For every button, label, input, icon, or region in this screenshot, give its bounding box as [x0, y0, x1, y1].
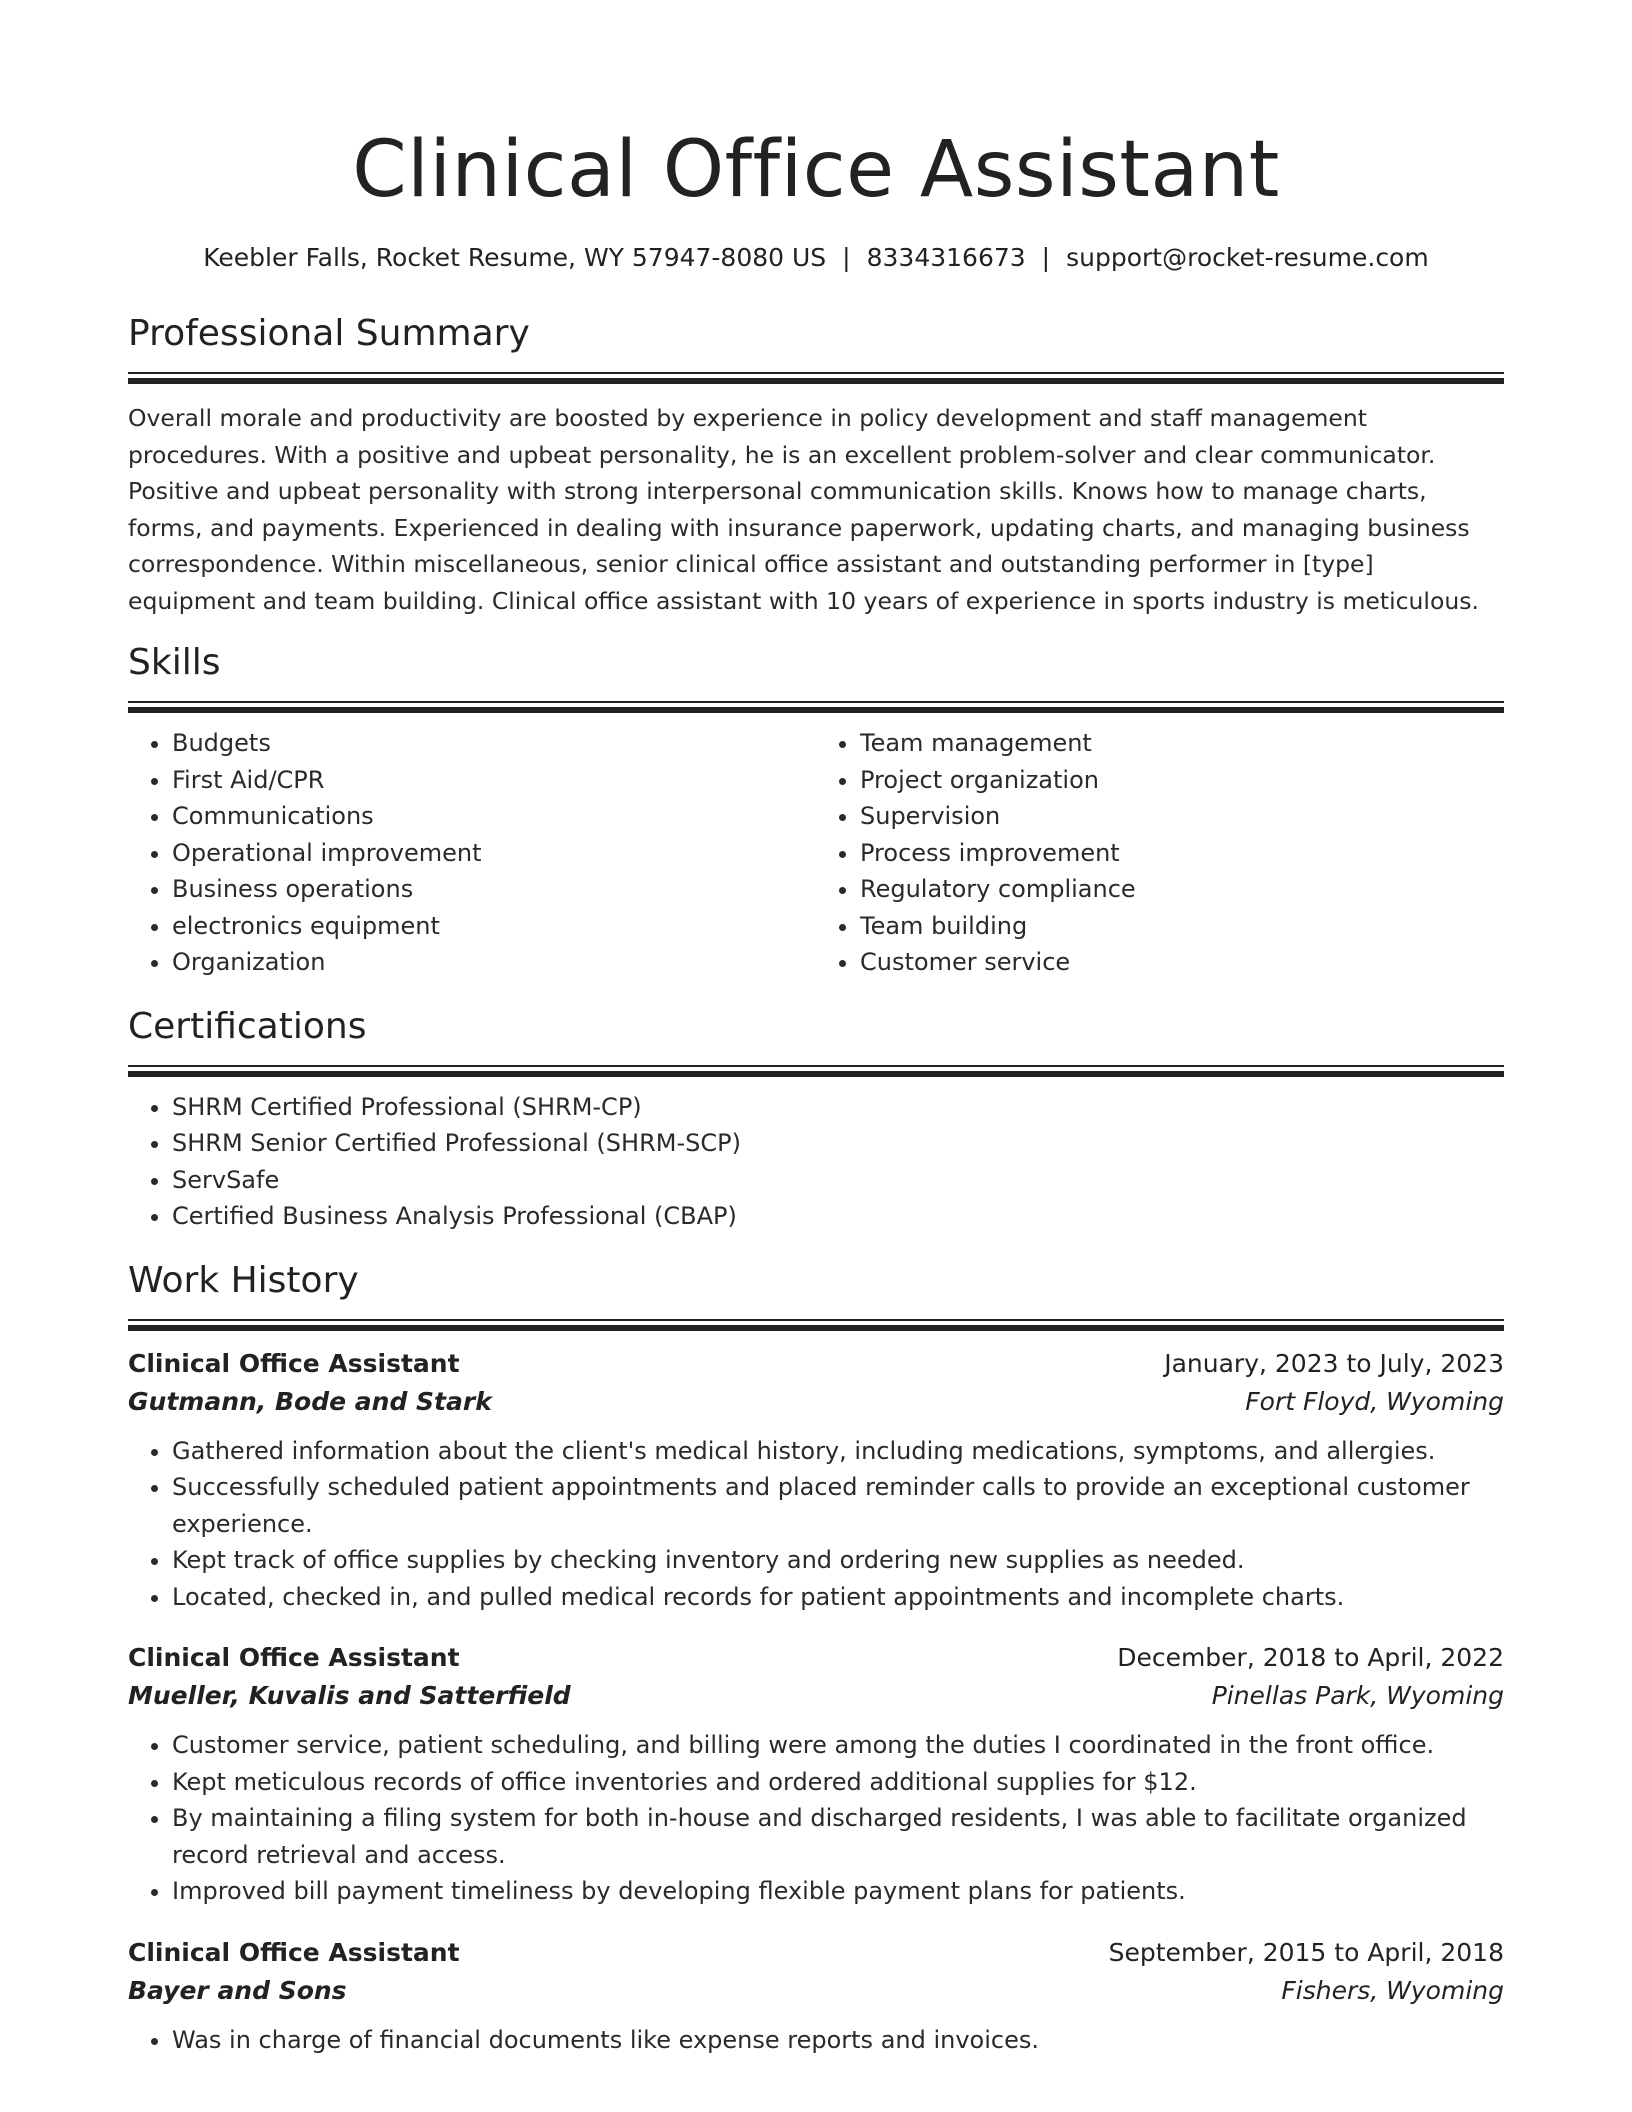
skill-item: • Supervision	[860, 798, 1504, 835]
job-header	[128, 1934, 1504, 1972]
job-title: Clinical Office Assistant	[128, 1348, 460, 1378]
job-bullet: • Customer service, patient scheduling, and billing were among the duties I coordinated in the front office.	[172, 1727, 1504, 1764]
certifications-list	[128, 1089, 1504, 1235]
skill-item: • Organization	[172, 944, 816, 981]
job-dates: September, 2015 to April, 2018	[1108, 1937, 1504, 1967]
job-subheader	[128, 1383, 1504, 1421]
skill-item: • Process improvement	[860, 835, 1504, 872]
email: support@rocket-resume.com	[1066, 243, 1429, 272]
skill-item: • Business operations	[172, 871, 816, 908]
job-bullets	[128, 2022, 1504, 2059]
skills-section	[128, 639, 1504, 981]
skills-list-right	[816, 725, 1504, 981]
job-header	[128, 1639, 1504, 1677]
certifications-section	[128, 1003, 1504, 1235]
resume-page	[128, 0, 1504, 2058]
job-subheader	[128, 1677, 1504, 1715]
skill-item: • Operational improvement	[172, 835, 816, 872]
job-bullet: • Was in charge of financial documents like expense reports and invoices.	[172, 2022, 1504, 2059]
summary-text: Overall morale and productivity are boosted by experience in policy development and staff management procedures. With a positive and upbeat personality, he is an excellent problem-solver and clear communicator. Positive and upbeat personality with strong interpersonal communication skills. Knows how to manage charts, forms, and payments. Experienced in dealing with insurance paperwork, updating charts, and managing business correspondence. Within miscellaneous, senior clinical office assistant and outstanding performer in [type] equipment and team building. Clinical office assistant with 10 years of experience in sports industry is meticulous.	[128, 404, 1479, 615]
skills-columns	[128, 725, 1504, 981]
job-bullets	[128, 1433, 1504, 1616]
separator: |	[842, 243, 851, 272]
job-bullet: • Improved bill payment timeliness by developing flexible payment plans for patients.	[172, 1873, 1504, 1910]
summary-section	[128, 310, 1504, 619]
contact-line	[128, 241, 1504, 275]
job-company: Bayer and Sons	[128, 1975, 347, 2005]
section-divider	[128, 1065, 1504, 1077]
skill-item: • Team management	[860, 725, 1504, 762]
job-location: Fishers, Wyoming	[1281, 1975, 1504, 2005]
job-location: Pinellas Park, Wyoming	[1211, 1681, 1504, 1710]
job-header	[128, 1345, 1504, 1383]
section-divider	[128, 701, 1504, 713]
certification-item: • ServSafe	[172, 1162, 1504, 1199]
job-subheader	[128, 1972, 1504, 2010]
address: Keebler Falls, Rocket Resume, WY 57947-8080 US	[203, 243, 827, 272]
job-dates: January, 2023 to July, 2023	[1164, 1348, 1504, 1378]
skill-item: • Budgets	[172, 725, 816, 762]
job-bullets	[128, 1727, 1504, 1910]
job-entry	[128, 1639, 1504, 1910]
skill-item: • Project organization	[860, 762, 1504, 799]
candidate-name: Clinical Office Assistant	[352, 125, 1280, 215]
skills-list-left	[128, 725, 816, 981]
job-bullet: • Located, checked in, and pulled medical records for patient appointments and incomplete charts.	[172, 1579, 1504, 1616]
job-bullet: • By maintaining a filing system for both in-house and discharged residents, I was able to facilitate organized record retrieval and access.	[172, 1800, 1504, 1873]
job-bullet: • Successfully scheduled patient appointments and placed reminder calls to provide an exceptional customer experience.	[172, 1469, 1504, 1542]
separator: |	[1041, 243, 1051, 272]
phone: 8334316673	[866, 243, 1026, 272]
section-divider	[128, 372, 1504, 384]
job-entry	[128, 1934, 1504, 2059]
section-title-work-history: Work History	[128, 1259, 359, 1301]
job-company: Mueller, Kuvalis and Satterfield	[128, 1681, 571, 1710]
job-location: Fort Floyd, Wyoming	[1245, 1386, 1504, 1416]
section-divider	[128, 1319, 1504, 1331]
job-bullet: • Kept meticulous records of office inventories and ordered additional supplies for $12.	[172, 1764, 1504, 1801]
certification-item: • SHRM Senior Certified Professional (SHRM-SCP)	[172, 1125, 1504, 1162]
certification-item: • Certified Business Analysis Professional (CBAP)	[172, 1198, 1504, 1235]
section-title-skills: Skills	[128, 642, 221, 683]
skill-item: • Communications	[172, 798, 816, 835]
section-title-summary: Professional Summary	[128, 313, 530, 354]
job-dates: December, 2018 to April, 2022	[1117, 1643, 1504, 1672]
certification-item: • SHRM Certified Professional (SHRM-CP)	[172, 1089, 1504, 1126]
section-title-certifications: Certifications	[128, 1005, 367, 1047]
skill-item: • electronics equipment	[172, 908, 816, 945]
skill-item: • Customer service	[860, 944, 1504, 981]
skill-item: • Regulatory compliance	[860, 871, 1504, 908]
job-title: Clinical Office Assistant	[128, 1937, 460, 1967]
skill-item: • Team building	[860, 908, 1504, 945]
job-title: Clinical Office Assistant	[128, 1643, 460, 1672]
job-entry	[128, 1345, 1504, 1616]
skill-item: • First Aid/CPR	[172, 762, 816, 799]
job-bullet: • Kept track of office supplies by checking inventory and ordering new supplies as needed.	[172, 1542, 1504, 1579]
job-company: Gutmann, Bode and Stark	[128, 1386, 492, 1416]
job-bullet: • Gathered information about the client's medical history, including medications, symptoms, and allergies.	[172, 1433, 1504, 1470]
work-history-section	[128, 1257, 1504, 2059]
